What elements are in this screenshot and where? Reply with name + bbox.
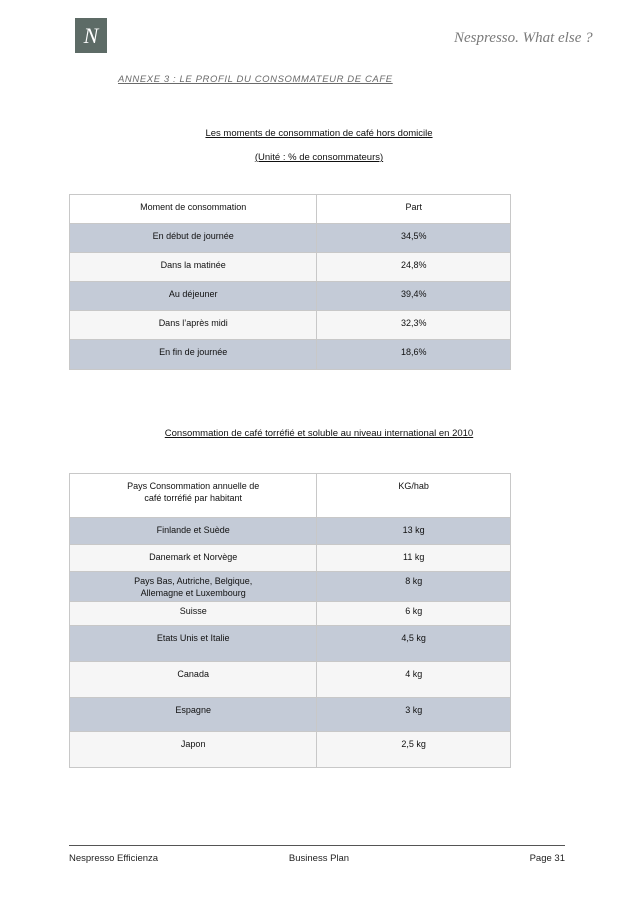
- table-row: [70, 340, 511, 370]
- table2-row-label: Espagne: [70, 698, 317, 732]
- table2-row-label: Suisse: [70, 602, 317, 626]
- table1-row-value: 18,6%: [317, 340, 511, 370]
- table1-title: Les moments de consommation de café hors domicile: [205, 128, 433, 139]
- table1-row-label: Au déjeuner: [70, 282, 317, 311]
- table2-row-value: 13 kg: [317, 518, 511, 545]
- table-row: [70, 732, 511, 768]
- table2-row-value: 2,5 kg: [317, 732, 511, 768]
- table2-row-label: Danemark et Norvège: [70, 545, 317, 572]
- table-row: [70, 602, 511, 626]
- table-row: [70, 626, 511, 662]
- table2-header-kg: KG/hab: [317, 474, 511, 518]
- footer-page-number: Page 31: [529, 853, 565, 864]
- table-row: [70, 311, 511, 340]
- table1-row-label: En fin de journée: [70, 340, 317, 370]
- table2-row-label: Pays Bas, Autriche, Belgique, Allemagne et Luxembourg: [70, 572, 317, 602]
- table1-row-value: 39,4%: [317, 282, 511, 311]
- consumption-moments-table: [69, 194, 511, 370]
- table1-subtitle: (Unité : % de consommateurs): [254, 152, 384, 163]
- table1-row-label: Dans la matinée: [70, 253, 317, 282]
- table-row: [70, 572, 511, 602]
- table2-row-value: 3 kg: [317, 698, 511, 732]
- table2-row-label: Japon: [70, 732, 317, 768]
- table2-row-value: 4,5 kg: [317, 626, 511, 662]
- logo-letter: N: [83, 22, 99, 48]
- table2-header-country: Pays Consommation annuelle de café torréfié par habitant: [70, 474, 317, 518]
- table-row: [70, 545, 511, 572]
- nespresso-logo: [75, 18, 107, 53]
- table1-row-value: 24,8%: [317, 253, 511, 282]
- table-row: [70, 224, 511, 253]
- table2-row-label: Etats Unis et Italie: [70, 626, 317, 662]
- table1-header-moment: Moment de consommation: [70, 195, 317, 224]
- table1-header-row: [70, 195, 511, 224]
- table2-row-value: 4 kg: [317, 662, 511, 698]
- table2-row-value: 8 kg: [317, 572, 511, 602]
- table-row: [70, 662, 511, 698]
- table2-row-label: Finlande et Suède: [70, 518, 317, 545]
- footer-left: Nespresso Efficienza: [69, 853, 159, 864]
- annexe-title: ANNEXE 3 : LE PROFIL DU CONSOMMATEUR DE CAFE: [118, 74, 393, 85]
- table1-row-value: 32,3%: [317, 311, 511, 340]
- footer-center: Business Plan: [288, 853, 350, 864]
- table1-row-label: En début de journée: [70, 224, 317, 253]
- table2-header-row: [70, 474, 511, 518]
- table-row: [70, 518, 511, 545]
- table-row: [70, 253, 511, 282]
- table1-row-value: 34,5%: [317, 224, 511, 253]
- table2-title: Consommation de café torréfié et soluble au niveau international en 2010: [164, 428, 474, 439]
- table1-row-label: Dans l’après midi: [70, 311, 317, 340]
- international-consumption-table: [69, 473, 511, 768]
- table2-row-label: Canada: [70, 662, 317, 698]
- table2-row-value: 11 kg: [317, 545, 511, 572]
- footer-divider: [69, 845, 565, 846]
- brand-tagline: Nespresso. What else ?: [454, 30, 593, 46]
- table1-header-part: Part: [317, 195, 511, 224]
- table-row: [70, 282, 511, 311]
- table2-row-value: 6 kg: [317, 602, 511, 626]
- table-row: [70, 698, 511, 732]
